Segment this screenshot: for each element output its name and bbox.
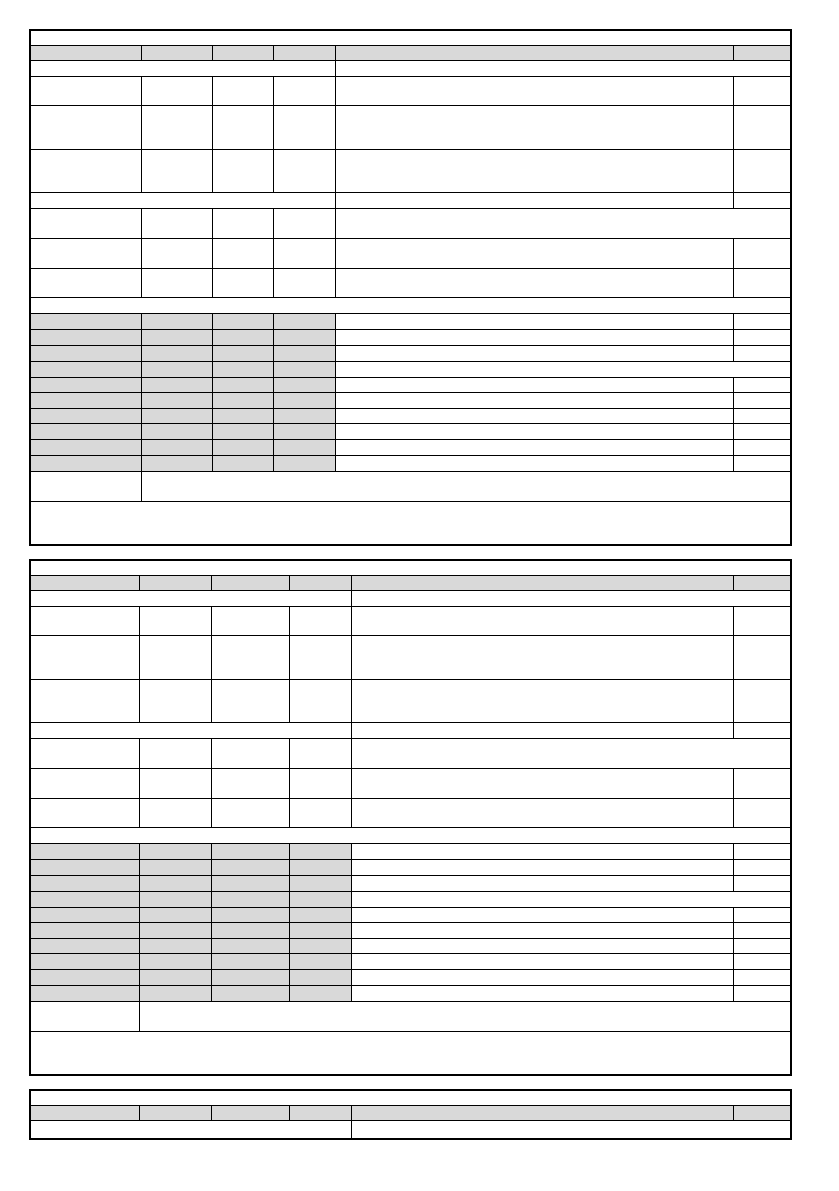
col-line — [273, 377, 274, 392]
row-line — [31, 590, 790, 591]
col-line — [211, 938, 212, 953]
col-line — [733, 408, 734, 423]
col-line — [141, 329, 142, 345]
col-line — [351, 1120, 352, 1138]
col-line — [211, 576, 212, 590]
col-line — [141, 377, 142, 392]
col-line — [733, 313, 734, 329]
form-block-2 — [29, 559, 792, 1076]
col-line — [335, 329, 336, 345]
col-line — [351, 798, 352, 827]
col-line — [335, 149, 336, 192]
col-line — [335, 392, 336, 408]
col-line — [141, 208, 142, 238]
col-line — [212, 377, 213, 392]
col-line — [733, 798, 734, 827]
col-line — [273, 268, 274, 297]
shaded-cell-row — [31, 876, 351, 891]
col-line — [733, 969, 734, 985]
form-block-3 — [29, 1089, 792, 1140]
col-line — [335, 423, 336, 439]
col-line — [733, 768, 734, 798]
col-line — [733, 345, 734, 361]
col-line — [141, 361, 142, 377]
col-line — [289, 606, 290, 635]
col-line — [139, 576, 140, 590]
col-line — [273, 455, 274, 471]
col-line — [733, 679, 734, 722]
col-line — [273, 105, 274, 149]
col-line — [289, 985, 290, 1001]
row-line — [31, 501, 790, 502]
row-line — [31, 738, 790, 739]
col-line — [289, 679, 290, 722]
col-line — [212, 455, 213, 471]
col-line — [351, 722, 352, 738]
row-line — [31, 192, 790, 193]
row-line — [31, 238, 790, 239]
col-line — [733, 875, 734, 891]
col-line — [733, 377, 734, 392]
shaded-cell-row — [31, 908, 351, 922]
shaded-cell-row — [31, 314, 335, 329]
column-header-row — [31, 46, 790, 60]
col-line — [733, 843, 734, 859]
col-line — [335, 46, 336, 60]
col-line — [139, 969, 140, 985]
shaded-cell-row — [31, 860, 351, 875]
col-line — [351, 590, 352, 606]
col-line — [212, 238, 213, 268]
col-line — [139, 679, 140, 722]
col-line — [273, 423, 274, 439]
col-line — [212, 46, 213, 60]
col-line — [211, 679, 212, 722]
col-line — [289, 635, 290, 679]
col-line — [212, 208, 213, 238]
row-line — [31, 827, 790, 828]
col-line — [211, 875, 212, 891]
col-line — [139, 922, 140, 938]
col-line — [211, 768, 212, 798]
col-line — [335, 60, 336, 76]
col-line — [141, 471, 142, 501]
col-line — [733, 722, 734, 738]
col-line — [211, 859, 212, 875]
col-line — [733, 46, 734, 60]
col-line — [733, 985, 734, 1001]
col-line — [351, 891, 352, 907]
col-line — [273, 408, 274, 423]
shaded-cell-row — [31, 346, 335, 361]
col-line — [141, 345, 142, 361]
col-line — [351, 907, 352, 922]
col-line — [733, 192, 734, 208]
col-line — [141, 408, 142, 423]
col-line — [212, 105, 213, 149]
col-line — [139, 738, 140, 768]
col-line — [733, 938, 734, 953]
row-line — [31, 268, 790, 269]
col-line — [273, 345, 274, 361]
row-line — [31, 798, 790, 799]
shaded-cell-row — [31, 954, 351, 969]
row-line — [31, 768, 790, 769]
col-line — [335, 313, 336, 329]
col-line — [733, 922, 734, 938]
col-line — [211, 843, 212, 859]
row-line — [31, 60, 790, 61]
col-line — [351, 576, 352, 590]
row-line — [31, 679, 790, 680]
col-line — [139, 606, 140, 635]
col-line — [273, 238, 274, 268]
col-line — [335, 268, 336, 297]
col-line — [273, 46, 274, 60]
col-line — [289, 875, 290, 891]
col-line — [211, 891, 212, 907]
col-line — [335, 439, 336, 455]
col-line — [211, 922, 212, 938]
shaded-cell-row — [31, 844, 351, 859]
col-line — [335, 238, 336, 268]
col-line — [335, 105, 336, 149]
col-line — [289, 907, 290, 922]
col-line — [141, 76, 142, 105]
col-line — [273, 208, 274, 238]
col-line — [139, 1001, 140, 1031]
col-line — [289, 859, 290, 875]
shaded-cell-row — [31, 440, 335, 455]
col-line — [212, 423, 213, 439]
col-line — [289, 922, 290, 938]
shaded-cell-row — [31, 456, 335, 471]
shaded-cell-row — [31, 362, 335, 377]
col-line — [139, 938, 140, 953]
col-line — [212, 329, 213, 345]
col-line — [211, 953, 212, 969]
col-line — [139, 891, 140, 907]
col-line — [212, 439, 213, 455]
col-line — [212, 268, 213, 297]
col-line — [351, 985, 352, 1001]
col-line — [733, 576, 734, 590]
col-line — [211, 606, 212, 635]
col-line — [335, 377, 336, 392]
col-line — [212, 149, 213, 192]
col-line — [139, 1106, 140, 1120]
col-line — [351, 679, 352, 722]
col-line — [351, 606, 352, 635]
col-line — [139, 859, 140, 875]
row-line — [31, 76, 790, 77]
column-header-row — [31, 1106, 790, 1120]
col-line — [351, 969, 352, 985]
col-line — [141, 439, 142, 455]
col-line — [139, 635, 140, 679]
row-line — [31, 105, 790, 106]
col-line — [211, 738, 212, 768]
col-line — [351, 922, 352, 938]
col-line — [733, 859, 734, 875]
col-line — [733, 238, 734, 268]
col-line — [141, 268, 142, 297]
col-line — [273, 76, 274, 105]
row-line — [31, 471, 790, 472]
col-line — [273, 439, 274, 455]
shaded-cell-row — [31, 970, 351, 985]
col-line — [733, 606, 734, 635]
col-line — [335, 345, 336, 361]
col-line — [212, 345, 213, 361]
column-header-row — [31, 576, 790, 590]
col-line — [733, 268, 734, 297]
shaded-cell-row — [31, 378, 335, 392]
shaded-cell-row — [31, 986, 351, 1001]
col-line — [351, 635, 352, 679]
col-line — [733, 439, 734, 455]
col-line — [733, 105, 734, 149]
form-title-strip — [31, 1091, 790, 1106]
shaded-cell-row — [31, 892, 351, 907]
col-line — [139, 768, 140, 798]
col-line — [273, 149, 274, 192]
col-line — [289, 576, 290, 590]
col-line — [733, 149, 734, 192]
col-line — [289, 891, 290, 907]
row-line — [31, 149, 790, 150]
row-line — [31, 722, 790, 723]
col-line — [139, 875, 140, 891]
col-line — [141, 46, 142, 60]
col-line — [212, 408, 213, 423]
form-block-1 — [29, 29, 792, 546]
shaded-cell-row — [31, 939, 351, 953]
shaded-cell-row — [31, 393, 335, 408]
col-line — [289, 768, 290, 798]
col-line — [733, 953, 734, 969]
col-line — [212, 76, 213, 105]
col-line — [733, 392, 734, 408]
col-line — [212, 313, 213, 329]
col-line — [289, 798, 290, 827]
col-line — [351, 768, 352, 798]
col-line — [139, 985, 140, 1001]
col-line — [351, 953, 352, 969]
col-line — [733, 455, 734, 471]
col-line — [211, 907, 212, 922]
col-line — [141, 105, 142, 149]
col-line — [335, 455, 336, 471]
col-line — [289, 738, 290, 768]
col-line — [733, 329, 734, 345]
col-line — [211, 969, 212, 985]
shaded-cell-row — [31, 409, 335, 423]
col-line — [141, 149, 142, 192]
form-title-strip — [31, 31, 790, 46]
col-line — [141, 423, 142, 439]
row-line — [31, 1120, 790, 1121]
col-line — [212, 361, 213, 377]
col-line — [289, 953, 290, 969]
col-line — [289, 1106, 290, 1120]
col-line — [351, 938, 352, 953]
col-line — [351, 738, 352, 768]
col-line — [211, 1106, 212, 1120]
col-line — [139, 907, 140, 922]
col-line — [335, 192, 336, 208]
col-line — [289, 938, 290, 953]
col-line — [273, 361, 274, 377]
col-line — [211, 985, 212, 1001]
col-line — [141, 455, 142, 471]
col-line — [211, 798, 212, 827]
col-line — [141, 392, 142, 408]
col-line — [335, 408, 336, 423]
col-line — [273, 329, 274, 345]
col-line — [733, 635, 734, 679]
row-line — [31, 635, 790, 636]
col-line — [351, 1106, 352, 1120]
col-line — [212, 392, 213, 408]
row-line — [31, 606, 790, 607]
shaded-cell-row — [31, 424, 335, 439]
form-title-strip — [31, 561, 790, 576]
col-line — [273, 392, 274, 408]
col-line — [733, 76, 734, 105]
col-line — [139, 843, 140, 859]
col-line — [289, 843, 290, 859]
col-line — [289, 969, 290, 985]
col-line — [351, 859, 352, 875]
row-line — [31, 1031, 790, 1032]
shaded-cell-row — [31, 923, 351, 938]
shaded-cell-row — [31, 330, 335, 345]
col-line — [139, 953, 140, 969]
col-line — [351, 875, 352, 891]
col-line — [335, 208, 336, 238]
col-line — [141, 313, 142, 329]
col-line — [733, 907, 734, 922]
col-line — [273, 313, 274, 329]
col-line — [335, 76, 336, 105]
col-line — [211, 635, 212, 679]
col-line — [733, 423, 734, 439]
col-line — [139, 798, 140, 827]
col-line — [335, 361, 336, 377]
col-line — [141, 238, 142, 268]
row-line — [31, 297, 790, 298]
col-line — [351, 843, 352, 859]
row-line — [31, 208, 790, 209]
col-line — [733, 1106, 734, 1120]
row-line — [31, 1001, 790, 1002]
